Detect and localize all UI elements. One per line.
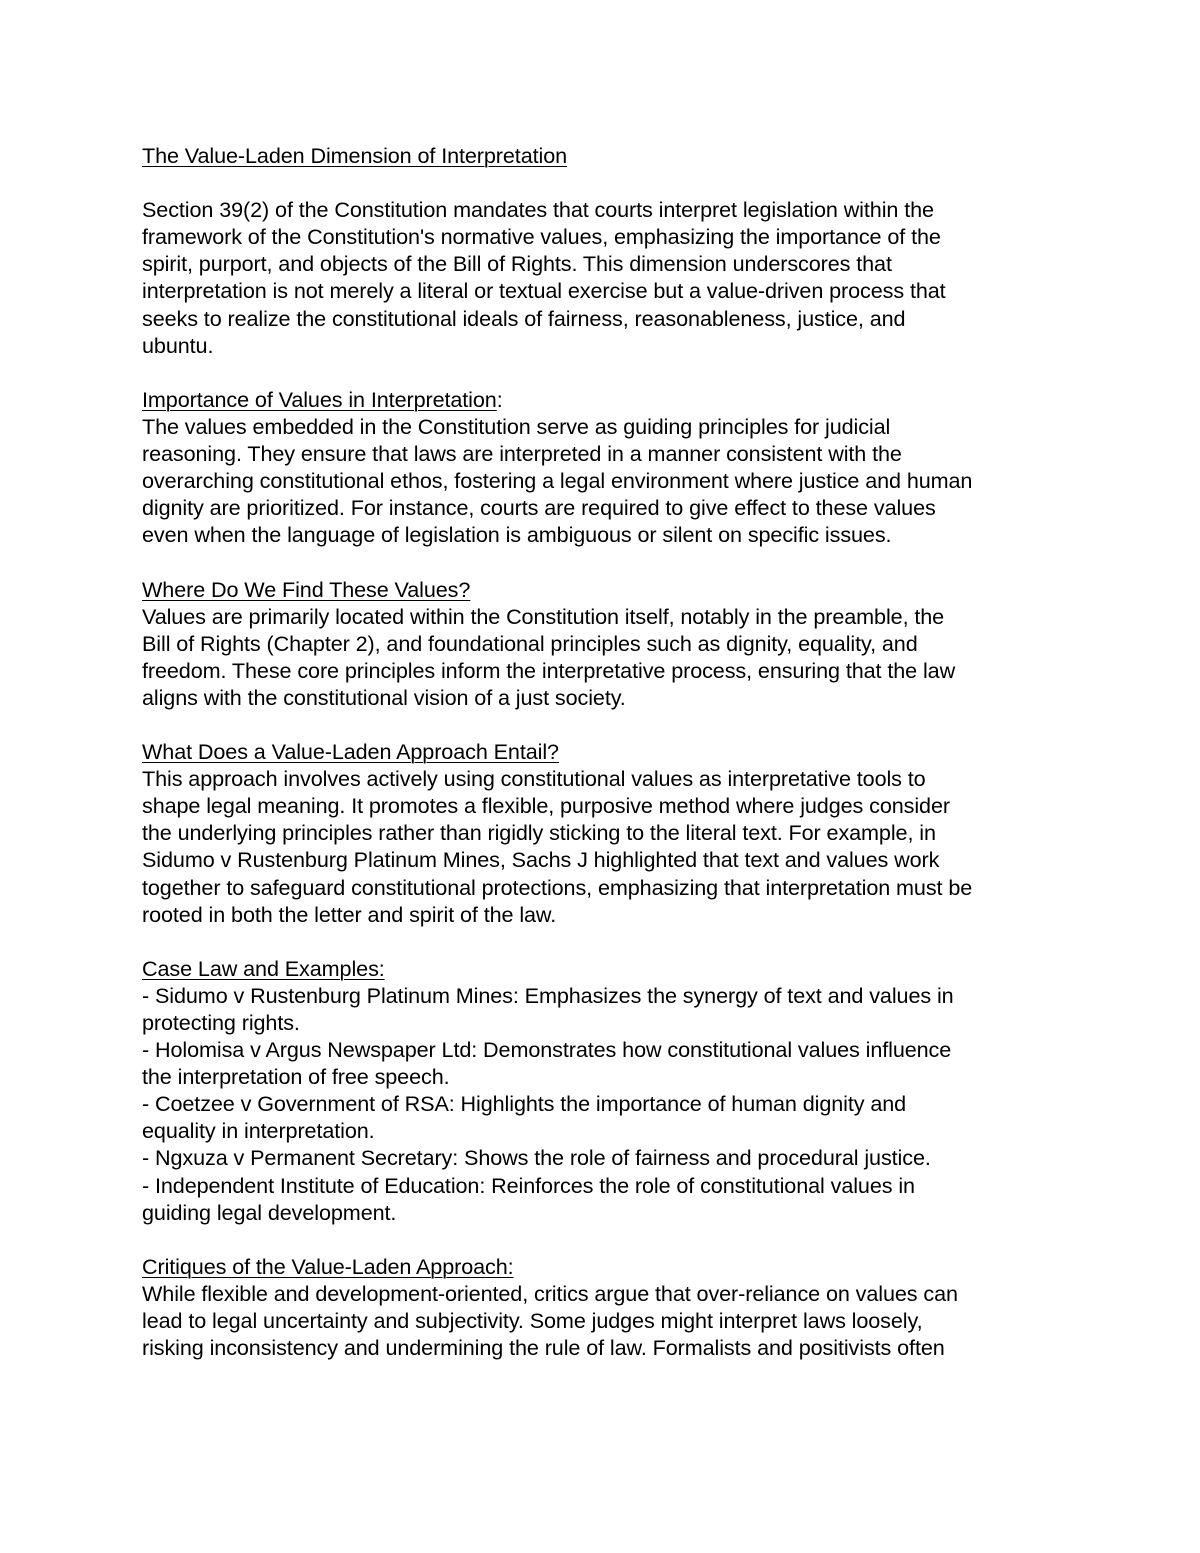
paragraph-line: Bill of Rights (Chapter 2), and foundational principles such as dignity, equality, and bbox=[142, 630, 918, 656]
list-item: - Ngxuza v Permanent Secretary: Shows the role of fairness and procedural justice. bbox=[142, 1145, 931, 1171]
section-heading: Importance of Values in Interpretation bbox=[142, 386, 497, 412]
list-item: - Independent Institute of Education: Reinforces the role of constitutional values in bbox=[142, 1172, 915, 1198]
title-block bbox=[142, 142, 1072, 169]
paragraph-line: framework of the Constitution's normative values, emphasizing the importance of the bbox=[142, 224, 941, 250]
paragraph-line: Values are primarily located within the Constitution itself, notably in the preamble, the bbox=[142, 603, 945, 629]
section-heading: Where Do We Find These Values? bbox=[142, 576, 471, 602]
paragraph-line: The values embedded in the Constitution serve as guiding principles for judicial bbox=[142, 413, 891, 439]
paragraph-line: ubuntu. bbox=[142, 332, 214, 358]
section-case-law bbox=[142, 955, 1072, 1226]
paragraph-line: overarching constitutional ethos, fostering a legal environment where justice and human bbox=[142, 468, 973, 494]
list-item: equality in interpretation. bbox=[142, 1118, 375, 1144]
paragraph-line: While flexible and development-oriented, critics argue that over-reliance on values can bbox=[142, 1280, 958, 1306]
paragraph-line: risking inconsistency and undermining the rule of law. Formalists and positivists often bbox=[142, 1335, 945, 1361]
list-item: protecting rights. bbox=[142, 1010, 300, 1035]
section-critiques bbox=[142, 1253, 1072, 1361]
paragraph-line: aligns with the constitutional vision of a just society. bbox=[142, 684, 626, 710]
paragraph-line: spirit, purport, and objects of the Bill of Rights. This dimension underscores that bbox=[142, 251, 892, 277]
section-heading-suffix: : bbox=[496, 386, 503, 412]
section-where-find-values bbox=[142, 576, 1072, 711]
paragraph-line: the underlying principles rather than rigidly sticking to the literal text. For example, in bbox=[142, 820, 936, 846]
section-importance-of-values bbox=[142, 386, 1072, 549]
list-item: - Sidumo v Rustenburg Platinum Mines: Emphasizes the synergy of text and values in bbox=[142, 982, 954, 1008]
list-item: - Holomisa v Argus Newspaper Ltd: Demonstrates how constitutional values influence bbox=[142, 1037, 952, 1063]
paragraph-line: interpretation is not merely a literal or textual exercise but a value-driven process that bbox=[142, 278, 946, 304]
document-body bbox=[142, 142, 1072, 1388]
intro-paragraph bbox=[142, 196, 1072, 359]
paragraph-line: dignity are prioritized. For instance, courts are required to give effect to these values bbox=[142, 495, 936, 521]
section-heading: Case Law and Examples: bbox=[142, 955, 385, 981]
list-item: guiding legal development. bbox=[142, 1199, 397, 1225]
document-title: The Value-Laden Dimension of Interpretation bbox=[142, 143, 568, 168]
paragraph-line: reasoning. They ensure that laws are interpreted in a manner consistent with the bbox=[142, 441, 902, 467]
section-heading: Critiques of the Value-Laden Approach: bbox=[142, 1253, 514, 1279]
paragraph-line: rooted in both the letter and spirit of the law. bbox=[142, 901, 557, 927]
paragraph-line: seeks to realize the constitutional ideals of fairness, reasonableness, justice, and bbox=[142, 305, 906, 331]
section-heading: What Does a Value-Laden Approach Entail? bbox=[142, 739, 559, 765]
paragraph-line: freedom. These core principles inform the interpretative process, ensuring that the law bbox=[142, 657, 956, 683]
paragraph-line: shape legal meaning. It promotes a flexible, purposive method where judges consider bbox=[142, 793, 950, 819]
paragraph-line: together to safeguard constitutional protections, emphasizing that interpretation must be bbox=[142, 874, 973, 900]
paragraph-line: This approach involves actively using constitutional values as interpretative tools to bbox=[142, 766, 926, 792]
paragraph-line: even when the language of legislation is ambiguous or silent on specific issues. bbox=[142, 522, 892, 548]
list-item: the interpretation of free speech. bbox=[142, 1064, 450, 1090]
section-heading-line bbox=[142, 386, 1072, 413]
paragraph-line: Section 39(2) of the Constitution mandates that courts interpret legislation within the bbox=[142, 197, 934, 223]
section-value-laden-approach bbox=[142, 738, 1072, 928]
paragraph-line: lead to legal uncertainty and subjectivity. Some judges might interpret laws loosely, bbox=[142, 1308, 923, 1334]
list-item: - Coetzee v Government of RSA: Highlights the importance of human dignity and bbox=[142, 1091, 907, 1117]
paragraph-line: Sidumo v Rustenburg Platinum Mines, Sachs J highlighted that text and values work bbox=[142, 847, 940, 873]
